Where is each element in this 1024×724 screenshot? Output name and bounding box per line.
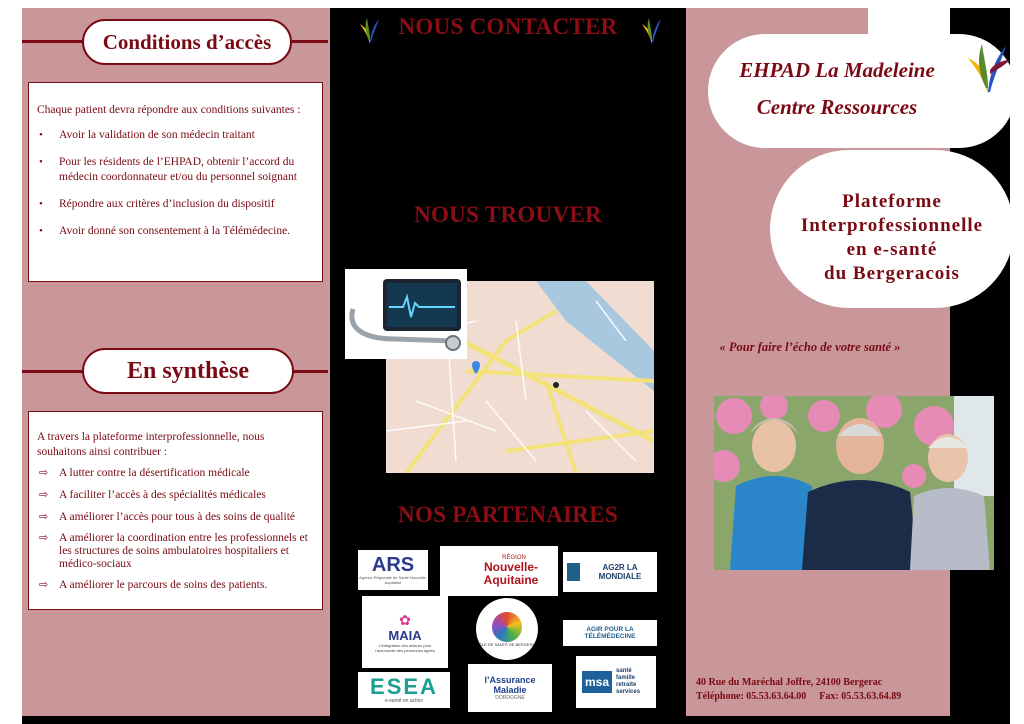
bottom-strip bbox=[22, 716, 1010, 724]
partners-title: NOS PARTENAIRES bbox=[398, 502, 618, 527]
list-item: ⇨ A améliorer la coordination entre les professionnels et les structures de soins ambulatoires hospitaliers et médico-sociaux bbox=[39, 532, 308, 570]
fax-number: Fax: 05.53.63.64.89 bbox=[819, 691, 902, 702]
assurance-maladie-logo: l’Assurance Maladie DORDOGNE bbox=[468, 664, 552, 712]
esea-logo: ESEA e-santé en action bbox=[358, 672, 450, 708]
maia-logo: ✿ MAIA L’intégration des acteurs pour l’autonomie des personnes âgées bbox=[362, 596, 448, 668]
telemedicine-tablet-image bbox=[345, 269, 467, 359]
pole-sante-logo: PÔLE DE SANTÉ DE BERGERAC bbox=[476, 598, 538, 660]
iris-logo-icon bbox=[640, 16, 664, 46]
ars-logo: ARS Agence Régionale de Santé Nouvelle-Aquitaine bbox=[358, 550, 428, 590]
conditions-title: Conditions d’accès bbox=[82, 19, 292, 65]
cloud-top-fill bbox=[868, 8, 950, 34]
phone-fax-line bbox=[696, 690, 946, 704]
contact-title: NOUS CONTACTER bbox=[398, 14, 618, 39]
synthese-intro: A travers la plateforme interprofessionnelle, nous souhaitons ainsi contribuer : bbox=[37, 431, 265, 458]
synthese-box bbox=[28, 411, 323, 610]
seniors-photo bbox=[714, 396, 994, 570]
platform-line: du Bergeracois bbox=[824, 263, 960, 284]
list-item: • Répondre aux critères d’inclusion du dispositif bbox=[39, 198, 275, 210]
nouvelle-aquitaine-logo: RÉGION Nouvelle-Aquitaine bbox=[440, 546, 558, 596]
find-title: NOUS TROUVER bbox=[414, 202, 602, 227]
platform-line: Interprofessionnelle bbox=[800, 215, 984, 236]
list-item: ⇨ A lutter contre la désertification médicale bbox=[39, 467, 250, 479]
platform-line: en e-santé bbox=[846, 239, 938, 260]
contact-address bbox=[696, 676, 946, 704]
msa-logo: msa santé famille retraite services bbox=[576, 656, 656, 708]
agir-telemedecine-logo: AGIR POUR LA TÉLÉMÉDECINE bbox=[563, 620, 657, 646]
synthese-list bbox=[37, 466, 314, 593]
platform-cloud bbox=[770, 150, 1014, 308]
conditions-list bbox=[37, 128, 314, 239]
list-item: ⇨ A faciliter l’accès à des spécialités médicales bbox=[39, 489, 266, 501]
conditions-box bbox=[28, 82, 323, 282]
conditions-intro: Chaque patient devra répondre aux conditions suivantes : bbox=[37, 104, 301, 116]
platform-line: Plateforme bbox=[842, 191, 942, 212]
iris-logo-icon bbox=[964, 40, 1012, 98]
org-subtitle: Centre Ressources bbox=[756, 95, 918, 119]
slogan: « Pour faire l’écho de votre santé » bbox=[719, 340, 901, 354]
list-item: ⇨ A améliorer le parcours de soins des patients. bbox=[39, 579, 268, 591]
list-item: • Avoir la validation de son médecin traitant bbox=[39, 129, 255, 141]
list-item: • Pour les résidents de l’EHPAD, obtenir l’accord du médecin coordonnateur et/ou du personnel soignant bbox=[39, 156, 297, 183]
list-item: • Avoir donné son consentement à la Télémédecine. bbox=[39, 225, 291, 237]
phone-number: Téléphone: 05.53.63.64.00 bbox=[696, 691, 807, 702]
address-line: 40 Rue du Maréchal Joffre, 24100 Bergerac bbox=[696, 677, 883, 688]
ag2r-logo: AG2R LA MONDIALE bbox=[563, 552, 657, 592]
synthese-title: En synthèse bbox=[82, 348, 294, 394]
org-name: EHPAD La Madeleine bbox=[739, 58, 935, 82]
list-item: ⇨ A améliorer l’accès pour tous à des soins de qualité bbox=[39, 511, 295, 523]
